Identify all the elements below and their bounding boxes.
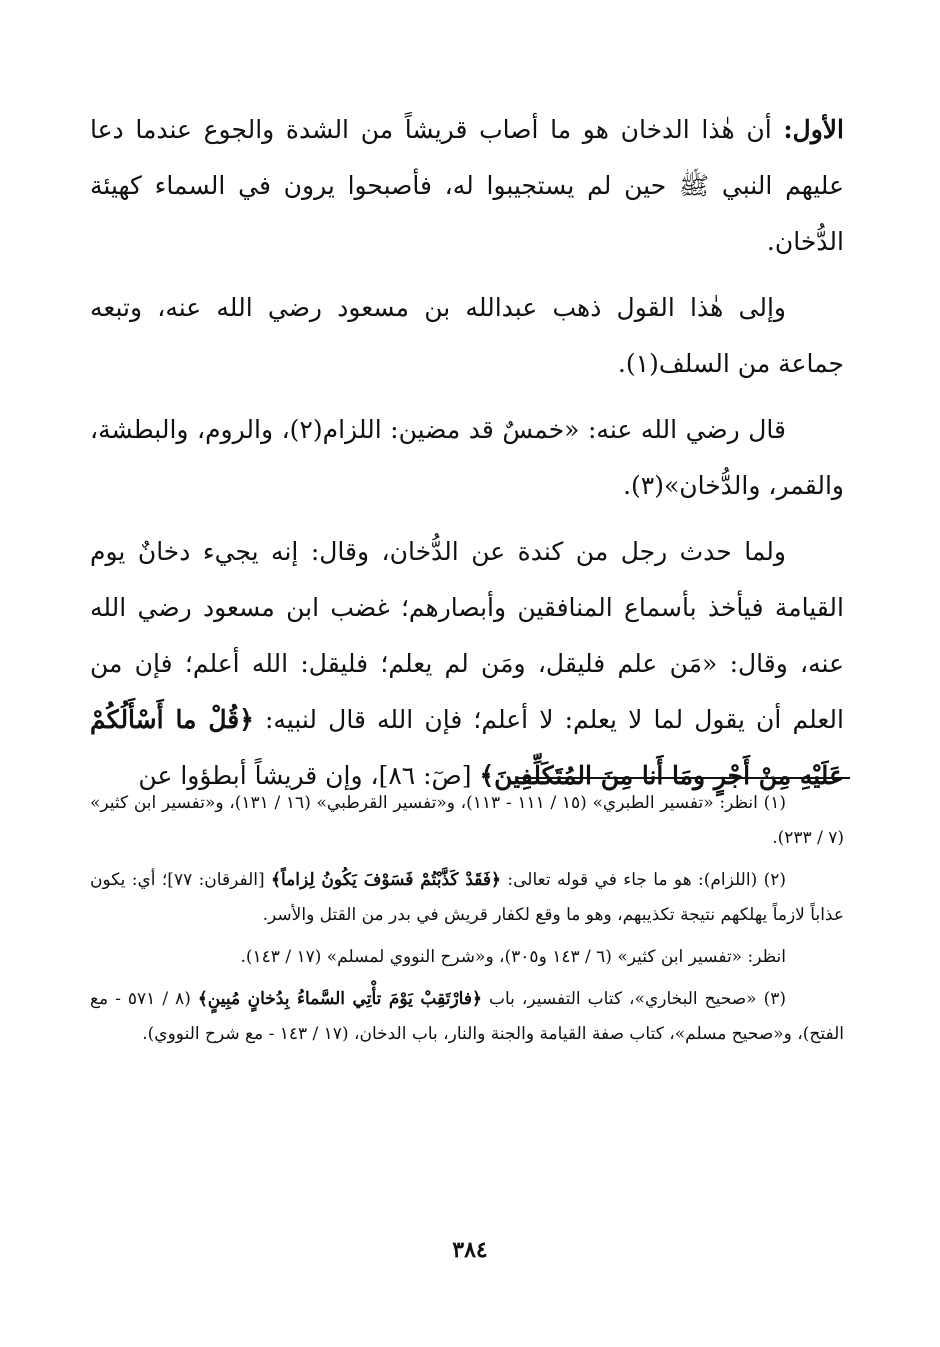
- page-number: ٣٨٤: [452, 1237, 488, 1263]
- footnote-3-verse: ﴿فارْتَقِبْ يَوْمَ تأْتِي السَّماءُ بِدُخانٍ مُبِينٍ﴾: [197, 989, 482, 1009]
- footnote-2-verse: ﴿فَقَدْ كَذَّبْتُمْ فَسَوْفَ يَكُونُ لِزاماً﴾: [271, 870, 501, 890]
- footnote-2-after: [الفرقان: ٧٧]؛ أي: يكون عذاباً لازماً يهلكهم نتيجة تكذيبهم، وهو ما وقع لكفار قريش في بدر من القتل والأسر.: [90, 870, 844, 925]
- quran-verse: ﴿قُلْ ما أَسْأَلُكُمْ عَلَيْهِ مِنْ أَجْرٍ ومَا أَنا مِنَ المُتَكَلِّفِينَ﴾: [90, 705, 844, 790]
- footnote-2-reference: انظر: «تفسير ابن كثير» (٦ / ١٤٣ و٣٠٥)، و«شرح النووي لمسلم» (١٧ / ١٤٣).: [240, 947, 786, 967]
- paragraph-lead: الأول:: [783, 115, 844, 144]
- footnote-1: (١) انظر: «تفسير الطبري» (١٥ / ١١١ - ١١٣)، و«تفسير القرطبي» (١٦ / ١٣١)، و«تفسير ابن كثير» (٧ / ٢٣٣).: [90, 793, 844, 848]
- paragraph-4-before: ولما حدث رجل من كندة عن الدُّخان، وقال: إنه يجيء دخانٌ يوم القيامة فيأخذ بأسماع المنافقين وأبصارهم؛ غضب ابن مسعود رضي الله عنه، وقال: «مَن علم فليقل، ومَن لم يعلم؛ فليقل: الله أعلم؛ فإن من العلم أن يقول لما لا يعلم: لا أعلم؛ فإن الله قال لنبيه:: [90, 537, 844, 734]
- footnote-3: [90, 982, 844, 1052]
- paragraph-4: [90, 524, 844, 804]
- main-text: [90, 102, 844, 814]
- footnote-2-before: (٢) (اللزام): هو ما جاء في قوله تعالى:: [501, 870, 786, 890]
- footnote-3-before: (٣) «صحيح البخاري»، كتاب التفسير، باب: [481, 989, 786, 1009]
- paragraph-1-text: أن هٰذا الدخان هو ما أصاب قريشاً من الشدة والجوع عندما دعا عليهم النبي ﷺ حين لم يستجيبوا له، فأصبحوا يرون في السماء كهيئة الدُّخان.: [90, 115, 844, 256]
- paragraph-1: [90, 102, 844, 270]
- footnote-3-after: (٨ / ٥٧١ - مع الفتح)، و«صحيح مسلم»، كتاب صفة القيامة والجنة والنار، باب الدخان، (١٧ / ١٤٣ - مع شرح النووي).: [90, 989, 844, 1044]
- footnote-2: [90, 863, 844, 933]
- footnote-divider: [516, 777, 850, 779]
- paragraph-4-after: [صٓ: ٨٦]، وإن قريشاً أبطؤوا عن: [138, 761, 480, 790]
- paragraph-3: قال رضي الله عنه: «خمسٌ قد مضين: اللزام(٢)، والروم، والبطشة، والقمر، والدُّخان»(٣).: [90, 415, 844, 500]
- paragraph-2: وإلى هٰذا القول ذهب عبدالله بن مسعود رضي الله عنه، وتبعه جماعة من السلف(١).: [90, 293, 844, 378]
- footnotes: [90, 786, 844, 1059]
